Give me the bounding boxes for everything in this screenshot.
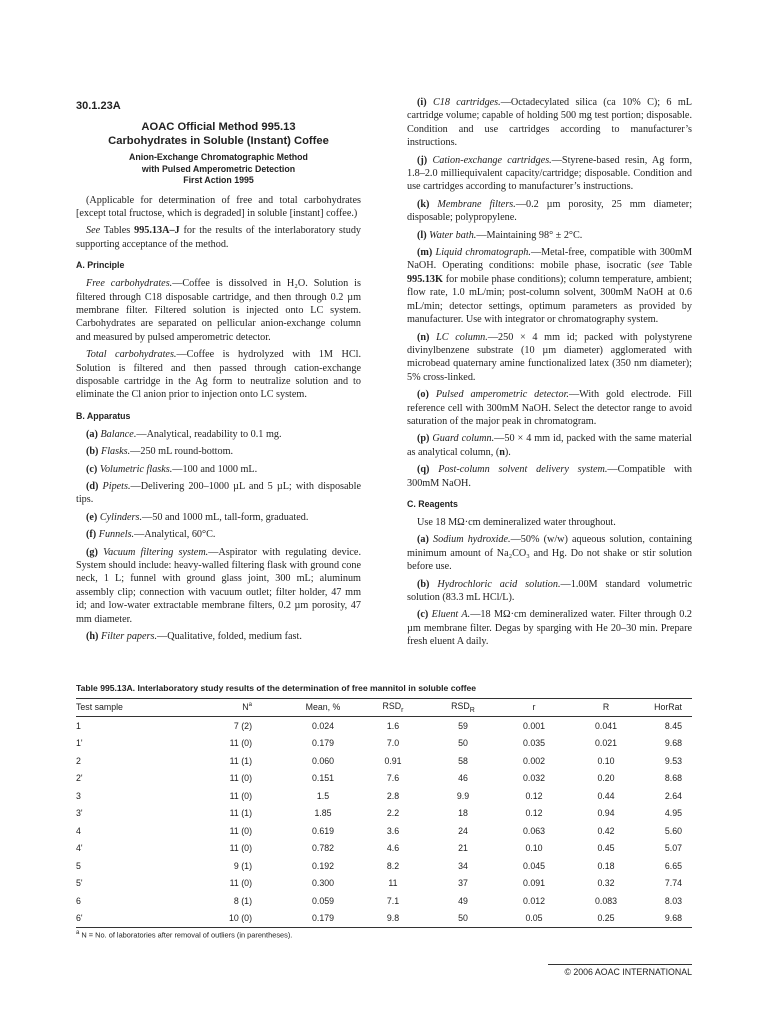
- table-cell: 50: [428, 909, 498, 927]
- apparatus-item-k: (k) Membrane filters.—0.2 µm porosity, 25 mm diameter; disposable; polypropylene.: [407, 198, 693, 224]
- table-cell: 2: [76, 755, 81, 766]
- copyright-footer: © 2006 AOAC INTERNATIONAL: [564, 967, 692, 977]
- header-horrat: HorRat: [642, 699, 692, 717]
- table-cell: 9.53: [664, 755, 682, 766]
- document-page: [76, 96, 692, 653]
- table-cell: 0.12: [525, 790, 543, 801]
- method-line-1: Anion-Exchange Chromatographic Method: [129, 152, 308, 162]
- table-cell: 8.2: [386, 860, 400, 871]
- reagents-intro: Use 18 MΩ·cm demineralized water throughout.: [417, 516, 616, 528]
- table-row: [76, 804, 692, 822]
- table-cell: 0.91: [384, 755, 402, 766]
- header-r: r: [498, 699, 570, 717]
- table-cell: 0.782: [311, 843, 334, 853]
- applicability-note: (Applicable for determination of free and total carbohydrates [except total fructose, which is degraded] in soluble [instant] coffee.): [76, 194, 361, 219]
- table-cell: 4.95: [664, 808, 682, 818]
- header-rsd-r: $RSD_r$: [358, 699, 428, 717]
- table-cell: 7.74: [664, 878, 682, 888]
- table-cell: 11 (0): [229, 773, 252, 783]
- table-header-row: [76, 699, 692, 717]
- table-row: [76, 857, 692, 875]
- left-column: [76, 96, 361, 653]
- table-cell: 5: [76, 860, 81, 871]
- apparatus-item-g: (g) Vacuum filtering system.—Aspirator with regulating device. System should include: heavy-walled filtering flask with ground cone neck, 1 L; funnel with ground glass joint, 300 mL; aluminum assembly clip; connection with vacuum outlet; filter holder, 47 mm id; and low-water extractable membrane filters, 0.2 µm porosity, 47 mm diameter.: [76, 546, 361, 625]
- table-cell: 4': [76, 843, 83, 853]
- table-cell: 0.18: [597, 860, 615, 871]
- table-cell: 0.10: [525, 843, 543, 853]
- table-cell: 18: [458, 808, 468, 818]
- table-cell: 1: [76, 720, 81, 731]
- table-cell: 9.9: [456, 790, 470, 801]
- reagent-item-c: (c) Eluent A.—18 MΩ·cm demineralized water. Filter through 0.2 µm membrane filter. Degas by sparging with He 20–30 min. Prepare fresh eluent A daily.: [407, 609, 692, 648]
- table-cell: 0.179: [288, 909, 358, 927]
- table-body: [76, 716, 692, 927]
- table-cell: 0.063: [522, 825, 545, 836]
- table-cell: 11 (1): [229, 808, 252, 818]
- principle-total: Total carbohydrates.—Coffee is hydrolyzed with 1M HCl. Solution is filtered and then passed through cation-exchange disposable cartridge in the Ag form to neutralize solution and to eliminate the Cl anion prior to injection onto LC system.: [76, 349, 362, 401]
- table-cell: 58: [458, 755, 468, 766]
- table-cell: 8 (1): [233, 895, 252, 906]
- table-cell: 0.091: [522, 878, 545, 888]
- header-test-sample: Test sample: [76, 699, 176, 717]
- method-line-2: with Pulsed Amperometric Detection: [141, 163, 296, 174]
- table-row: [76, 716, 692, 734]
- table-cell: 0.12: [525, 808, 543, 818]
- reagent-item-b: (b) Hydrochloric acid solution.—1.00M standard volumetric solution (83.3 mL HCl/L).: [407, 578, 693, 603]
- table-cell: 4.6: [386, 843, 400, 853]
- table-cell: 8.68: [664, 773, 682, 783]
- reagents-heading: C. Reagents: [407, 498, 458, 509]
- apparatus-item-l: (l) Water bath.—Maintaining 98° ± 2°C.: [417, 229, 583, 241]
- table-cell: 0.619: [311, 825, 334, 836]
- table-cell: 2.8: [386, 790, 400, 801]
- table-cell: 34: [458, 860, 468, 871]
- table-cell: 37: [458, 878, 468, 888]
- apparatus-item-h: (h) Filter papers.—Qualitative, folded, medium fast.: [86, 631, 302, 643]
- table-cell: 0.024: [311, 720, 334, 731]
- table-cell: 7.1: [386, 895, 400, 906]
- table-cell: 5': [76, 878, 83, 888]
- table-cell: 3.6: [386, 825, 400, 836]
- table-cell: 6': [76, 909, 176, 927]
- table-cell: 0.002: [522, 755, 545, 766]
- table-cell: 21: [458, 843, 468, 853]
- apparatus-item-o: (o) Pulsed amperometric detector.—With gold electrode. Fill reference cell with 300mM NaOH. Select the detector range to avoid saturation of the major peak in chromatogram.: [407, 389, 693, 427]
- apparatus-item-q: (q) Post-column solvent delivery system.—Compatible with 300mM NaOH.: [407, 464, 692, 489]
- table-cell: 0.060: [311, 755, 334, 766]
- right-column: [407, 96, 692, 653]
- table-row: [76, 734, 692, 752]
- apparatus-item-f: (f) Funnels.—Analytical, 60°C.: [86, 529, 216, 541]
- table-cell: 49: [458, 895, 468, 906]
- apparatus-item-e: (e) Cylinders.—50 and 1000 mL, tall-form, graduated.: [86, 511, 309, 523]
- table-cell: 0.035: [522, 738, 545, 748]
- table-cell: 0.059: [311, 895, 334, 906]
- header-n: $N^a$: [176, 699, 288, 717]
- table-cell: 11 (0): [229, 738, 252, 748]
- section-number: 30.1.23A: [76, 100, 121, 112]
- table-cell: 11 (1): [229, 755, 252, 766]
- table-cell: 11 (0): [229, 843, 252, 853]
- table-cell: 9.8: [358, 909, 428, 927]
- principle-heading: A. Principle: [76, 260, 125, 271]
- table-cell: 0.083: [594, 895, 617, 906]
- table-cell: 9.68: [664, 738, 682, 748]
- table-caption: Table 995.13A. Interlaboratory study results of the determination of free mannitol in soluble coffee: [76, 683, 477, 693]
- table-cell: 10 (0): [176, 909, 288, 927]
- see-tables-note: See Tables 995.13A–J for the results of the interlaboratory study supporting acceptance of the method.: [76, 225, 362, 250]
- table-cell: 7.0: [386, 738, 400, 748]
- apparatus-item-i: (i) C18 cartridges.—Octadecylated silica (ca 10% C); 6 mL cartridge volume; capable of holding 500 mg test portion; disposable. Condition and use cartridges according to manufacturer’s instructions.: [407, 97, 692, 149]
- table-cell: 1': [76, 738, 83, 748]
- apparatus-item-j: (j) Cation-exchange cartridges.—Styrene-based resin, Ag form, 1.8–2.0 milliequivalent capacity/cartridge; disposable. Condition and use cartridges according to manufacturer’s instructions.: [407, 154, 692, 193]
- table-cell: 11 (0): [229, 878, 252, 888]
- table-cell: 0.42: [597, 825, 615, 836]
- table-cell: 7.6: [386, 773, 400, 783]
- table-row: [76, 822, 692, 840]
- method-title: AOAC Official Method 995.13: [141, 121, 296, 133]
- table-cell: 8.03: [664, 895, 682, 906]
- table-cell: 0.179: [311, 738, 334, 748]
- table-cell: 2': [76, 773, 83, 783]
- apparatus-item-b: (b) Flasks.—250 mL round-bottom.: [86, 446, 234, 458]
- table-cell: 0.32: [597, 878, 615, 888]
- table-cell: 4: [76, 825, 81, 836]
- table-cell: 7 (2): [233, 720, 252, 731]
- table-cell: 0.012: [522, 895, 545, 906]
- table-cell: 0.25: [570, 909, 642, 927]
- results-table: [76, 698, 692, 928]
- table-row: [76, 909, 692, 927]
- table-cell: 9.68: [642, 909, 692, 927]
- table-cell: 0.94: [597, 808, 615, 818]
- footer-rule: [548, 964, 692, 965]
- apparatus-heading: B. Apparatus: [76, 410, 131, 421]
- results-table-block: [76, 683, 692, 939]
- header-rsd-R: $RSD_R$: [428, 699, 498, 717]
- table-cell: 0.045: [522, 860, 545, 871]
- table-cell: 2.2: [386, 808, 400, 818]
- table-cell: 0.192: [311, 860, 334, 871]
- table-row: [76, 839, 692, 857]
- header-mean: Mean, %: [288, 699, 358, 717]
- table-cell: 1.5: [316, 790, 330, 801]
- method-line-3: First Action 1995: [183, 175, 254, 185]
- table-row: [76, 787, 692, 805]
- table-cell: 5.07: [664, 843, 682, 853]
- table-cell: 0.041: [594, 720, 617, 731]
- table-cell: 11 (0): [229, 790, 252, 801]
- table-cell: 1.85: [314, 808, 332, 818]
- table-cell: 0.20: [597, 773, 615, 783]
- method-header: [76, 120, 361, 187]
- table-cell: 11: [388, 878, 398, 888]
- table-cell: 0.001: [522, 720, 545, 731]
- apparatus-item-d: (d) Pipets.—Delivering 200–1000 µL and 5 µL; with disposable tips.: [76, 481, 361, 506]
- table-footnote: $^a$ N = No. of laboratories after removal of outliers (in parentheses).: [76, 929, 293, 940]
- table-cell: 0.021: [594, 738, 617, 748]
- table-row: [76, 769, 692, 787]
- principle-free: Free carbohydrates.—Coffee is dissolved in H₂O. Solution is filtered through C18 disposable cartridge, and then through 0.2 µm membrane filter. Filtered solution is injected onto LC system. Carbohydrates are separated on pellicular anion-exchange column and measured by pulsed amperometric detector.: [76, 278, 361, 343]
- table-row: [76, 892, 692, 910]
- table-row: [76, 752, 692, 770]
- table-cell: 0.151: [311, 773, 334, 783]
- table-cell: 11 (0): [229, 825, 252, 836]
- table-cell: 0.44: [597, 790, 615, 801]
- table-cell: 46: [458, 773, 468, 783]
- apparatus-item-m: (m) Liquid chromatograph.—Metal-free, compatible with 300mM NaOH. Operating conditions: mobile phase, isocratic (see Table 995.13K for mobile phase conditions); column temperature, ambient; flow rate, 1.0 mL/min; post-column solvent, 300mM NaOH at 0.6 mL/min; detector settings, optimum parameters as provided by manufacturer. Use with integrator or chromatography system.: [407, 247, 693, 326]
- header-R: R: [570, 699, 642, 717]
- table-cell: 6.65: [664, 860, 682, 871]
- apparatus-item-a: (a) Balance.—Analytical, readability to 0.1 mg.: [86, 428, 282, 440]
- apparatus-item-p: (p) Guard column.—50 × 4 mm id, packed with the same material as analytical column, (n).: [407, 433, 693, 458]
- table-cell: 9 (1): [233, 860, 252, 871]
- table-cell: 0.45: [597, 843, 615, 853]
- method-subtitle: Carbohydrates in Soluble (Instant) Coffee: [108, 135, 329, 147]
- table-cell: 8.45: [664, 720, 682, 731]
- table-cell: 5.60: [664, 825, 682, 836]
- table-cell: 50: [458, 738, 468, 748]
- reagent-item-a: (a) Sodium hydroxide.—50% (w/w) aqueous solution, containing minimum amount of Na₂CO₃ and Hg. Do not shake or stir solution before use.: [407, 534, 692, 573]
- table-cell: 0.10: [597, 755, 615, 766]
- table-cell: 2.64: [664, 790, 682, 801]
- table-row: [76, 874, 692, 892]
- table-cell: 59: [458, 720, 468, 731]
- table-cell: 0.300: [311, 878, 334, 888]
- apparatus-item-c: (c) Volumetric flasks.—100 and 1000 mL.: [86, 463, 258, 475]
- table-cell: 3: [76, 790, 81, 801]
- table-cell: 24: [458, 825, 468, 836]
- table-cell: 3': [76, 808, 83, 818]
- apparatus-item-n: (n) LC column.—250 × 4 mm id; packed with polystyrene divinylbenzene substrate (10 µm diameter) agglomerated with microbead quaternary amine functionalized latex (350 nm diameter); 5% cross-linked.: [407, 331, 693, 383]
- table-cell: 1.6: [386, 720, 400, 731]
- table-cell: 0.05: [498, 909, 570, 927]
- table-cell: 6: [76, 895, 81, 906]
- table-cell: 0.032: [522, 773, 545, 783]
